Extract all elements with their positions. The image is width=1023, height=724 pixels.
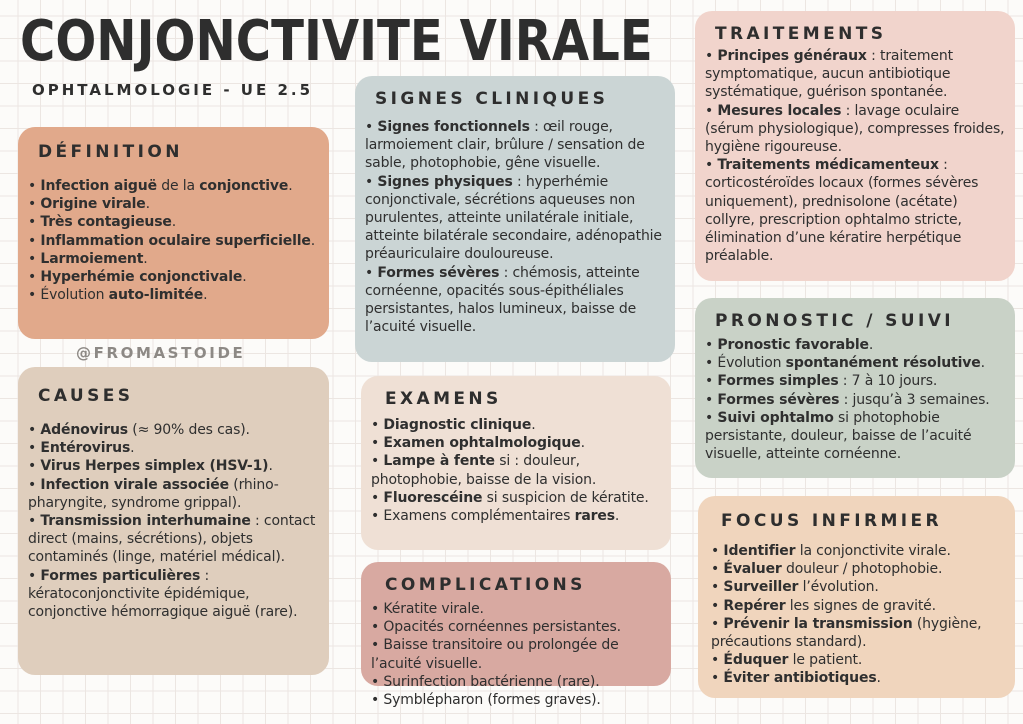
card-complications <box>361 562 671 709</box>
text: . <box>145 196 150 213</box>
text: . <box>143 250 148 267</box>
text: : 7 à 10 jours. <box>838 373 938 390</box>
bold-text: Prévenir la transmission <box>723 615 913 632</box>
text: . <box>980 355 985 372</box>
text: Examens complémentaires <box>383 508 575 525</box>
bold-text: Pronostic favorable <box>717 337 869 353</box>
text: si suspicion de kératite. <box>482 489 649 506</box>
list-item <box>365 264 665 337</box>
card-focus-infirmier <box>698 496 1015 698</box>
bold-text: Évaluer <box>723 561 782 578</box>
bold-text: Suivi ophtalmo <box>717 409 834 426</box>
list-item <box>28 177 319 195</box>
bold-text: Formes sévères <box>377 264 500 281</box>
bullet-list <box>371 416 661 525</box>
list-item <box>711 669 1005 687</box>
text: . <box>288 178 293 194</box>
list-item <box>705 47 1005 102</box>
text: (rhino-pharyngite, syndrome grippal). <box>28 476 279 511</box>
list-item <box>371 452 661 488</box>
bold-text: Principes généraux <box>717 48 867 64</box>
card-title: TRAITEMENTS <box>715 24 887 44</box>
list-item <box>371 507 661 525</box>
card-signes-cliniques <box>355 76 675 362</box>
bold-text: Éduquer <box>723 652 789 669</box>
page-subtitle: OPHTALMOLOGIE - UE 2.5 <box>32 81 314 99</box>
bold-text: Lampe à fente <box>383 453 495 470</box>
list-item <box>371 636 661 672</box>
card-title: DÉFINITION <box>38 142 183 162</box>
text: : kératoconjonctivite épidémique, conjonctive hémorragique aiguë (rare). <box>28 567 298 621</box>
list-item <box>28 232 319 250</box>
bold-text: auto-limitée <box>108 287 204 304</box>
bold-text: Larmoiement <box>40 250 144 267</box>
list-item <box>705 354 1005 372</box>
card-title: SIGNES CLINIQUES <box>375 89 609 109</box>
card-traitements <box>695 11 1015 281</box>
bold-text: Mesures locales <box>717 102 842 119</box>
card-title: FOCUS INFIRMIER <box>721 511 943 531</box>
list-item <box>28 457 319 475</box>
text: : contact direct (mains, sécrétions), objets contaminés (linge, matériel médical). <box>28 513 316 566</box>
list-item <box>711 560 1005 578</box>
list-item <box>371 416 661 434</box>
list-item <box>705 372 1005 390</box>
bold-text: Identifier <box>723 543 796 559</box>
bold-text: Entérovirus <box>40 440 131 457</box>
bold-text: Transmission interhumaine <box>40 513 251 530</box>
list-item <box>371 489 661 507</box>
text: . <box>868 337 874 353</box>
bold-text: Repérer <box>723 597 786 614</box>
list-item <box>711 651 1005 669</box>
bold-text: Infection aiguë <box>40 178 157 194</box>
text: : œil rouge, larmoiement clair, brûlure / sensation de sable, photophobie, gêne visuelle. <box>365 119 645 172</box>
bold-text: Très contagieuse <box>40 214 172 231</box>
list-item <box>371 600 661 618</box>
text: si photophobie persistante, douleur, baisse de l’acuité visuelle, atteinte cornéenne. <box>705 409 972 463</box>
card-title: COMPLICATIONS <box>385 575 586 595</box>
list-item <box>711 615 1005 651</box>
bullet-list <box>371 600 661 709</box>
text: . <box>876 670 881 687</box>
text: . <box>268 458 273 475</box>
bold-text: rares <box>574 508 615 525</box>
list-item <box>705 102 1005 157</box>
list-item <box>28 250 319 268</box>
list-item <box>28 421 319 439</box>
text: . <box>203 287 208 304</box>
list-item <box>28 195 319 213</box>
text: . <box>171 214 177 231</box>
text: l’évolution. <box>798 579 879 596</box>
page-title: CONJONCTIVITE VIRALE <box>20 9 653 74</box>
bold-text: conjonctive <box>199 178 289 194</box>
text: si : douleur, photophobie, baisse de la vision. <box>371 453 597 488</box>
list-item <box>365 173 665 264</box>
text: la conjonctivite virale. <box>795 543 951 559</box>
text: Évolution <box>717 355 786 372</box>
list-item <box>371 618 661 636</box>
bullet-list <box>708 542 1005 688</box>
bold-text: Surveiller <box>723 579 799 596</box>
text: Opacités cornéennes persistantes. <box>383 619 621 636</box>
card-definition <box>18 127 329 339</box>
text: : corticostéroïdes locaux (formes sévères uniquement), prednisolone (acétate) collyre, prescription ophtalmo stricte, élimination d’une kératire herpétique préalable. <box>705 157 979 265</box>
text: (≈ 90% des cas). <box>128 422 250 438</box>
text: : traitement symptomatique, aucun antibiotique systématique, guérison spontanée. <box>705 48 953 101</box>
list-item <box>28 439 319 457</box>
text: les signes de gravité. <box>785 597 936 614</box>
bullet-list <box>28 421 319 621</box>
bold-text: Hyperhémie conjonctivale <box>40 269 243 286</box>
bold-text: Inflammation oculaire superficielle <box>40 232 311 249</box>
text: Surinfection bactérienne (rare). <box>383 673 600 690</box>
list-item <box>28 268 319 286</box>
bold-text: Virus Herpes simplex (HSV-1) <box>40 458 269 475</box>
text: Évolution <box>40 287 109 304</box>
bold-text: Traitements médicamenteux <box>717 157 939 174</box>
list-item <box>711 542 1005 560</box>
list-item <box>705 156 1005 265</box>
bullet-list <box>705 336 1005 463</box>
list-item <box>365 118 665 173</box>
text: : lavage oculaire (sérum physiologique), compresses froides, hygiène rigoureuse. <box>705 102 1005 156</box>
text: Kératite virale. <box>383 601 484 617</box>
list-item <box>28 286 319 304</box>
author-handle: @FROMASTOIDE <box>76 344 246 362</box>
bold-text: Formes sévères <box>717 391 840 408</box>
list-item <box>28 567 319 622</box>
card-pronostic-suivi <box>695 298 1015 478</box>
text: le patient. <box>788 652 863 669</box>
text: . <box>580 435 585 452</box>
bold-text: Fluorescéine <box>383 489 483 506</box>
text: . <box>310 232 316 249</box>
bold-text: Diagnostic clinique <box>383 417 532 433</box>
text: (hygiène, précautions standard). <box>711 615 982 651</box>
text: . <box>614 508 620 525</box>
list-item <box>705 409 1005 464</box>
bold-text: Signes fonctionnels <box>377 119 530 135</box>
bold-text: Formes particulières <box>40 567 201 584</box>
list-item <box>28 476 319 512</box>
text: : chémosis, atteinte cornéenne, opacités sous-épithéliales persistantes, halos lumineux, baisse de l’acuité visuelle. <box>365 264 640 336</box>
bullet-list <box>365 118 665 336</box>
bold-text: Formes simples <box>717 373 839 390</box>
card-examens <box>361 376 671 550</box>
list-item <box>705 391 1005 409</box>
list-item <box>711 597 1005 615</box>
list-item <box>371 673 661 691</box>
bold-text: Signes physiques <box>377 173 513 190</box>
text: : jusqu’à 3 semaines. <box>839 391 990 408</box>
list-item <box>28 213 319 231</box>
bold-text: Adénovirus <box>40 422 128 438</box>
bold-text: Origine virale <box>40 196 146 213</box>
card-title: EXAMENS <box>385 389 502 409</box>
bold-text: Infection virale associée <box>40 476 229 493</box>
bold-text: Éviter antibiotiques <box>723 670 877 687</box>
bold-text: spontanément résolutive <box>785 355 981 372</box>
text: . <box>531 417 536 433</box>
text: Symblépharon (formes graves). <box>383 692 601 709</box>
text: . <box>242 269 247 286</box>
text: douleur / photophobie. <box>781 561 943 578</box>
card-title: PRONOSTIC / SUIVI <box>715 311 955 331</box>
text: : hyperhémie conjonctivale, sécrétions aqueuses non purulentes, atteinte unilatérale initiale, atteinte bilatérale secondaire, adénopathie préauriculaire douloureuse. <box>365 173 662 263</box>
bullet-list <box>28 177 319 304</box>
list-item <box>371 434 661 452</box>
text: de la <box>156 178 200 194</box>
card-title: CAUSES <box>38 386 134 406</box>
list-item <box>711 578 1005 596</box>
card-causes <box>18 367 329 675</box>
list-item <box>705 336 1005 354</box>
list-item <box>371 691 661 709</box>
bold-text: Examen ophtalmologique <box>383 435 581 452</box>
list-item <box>28 512 319 567</box>
bullet-list <box>705 47 1005 265</box>
text: . <box>130 440 135 457</box>
text: Baisse transitoire ou prolongée de l’acuité visuelle. <box>371 637 619 672</box>
